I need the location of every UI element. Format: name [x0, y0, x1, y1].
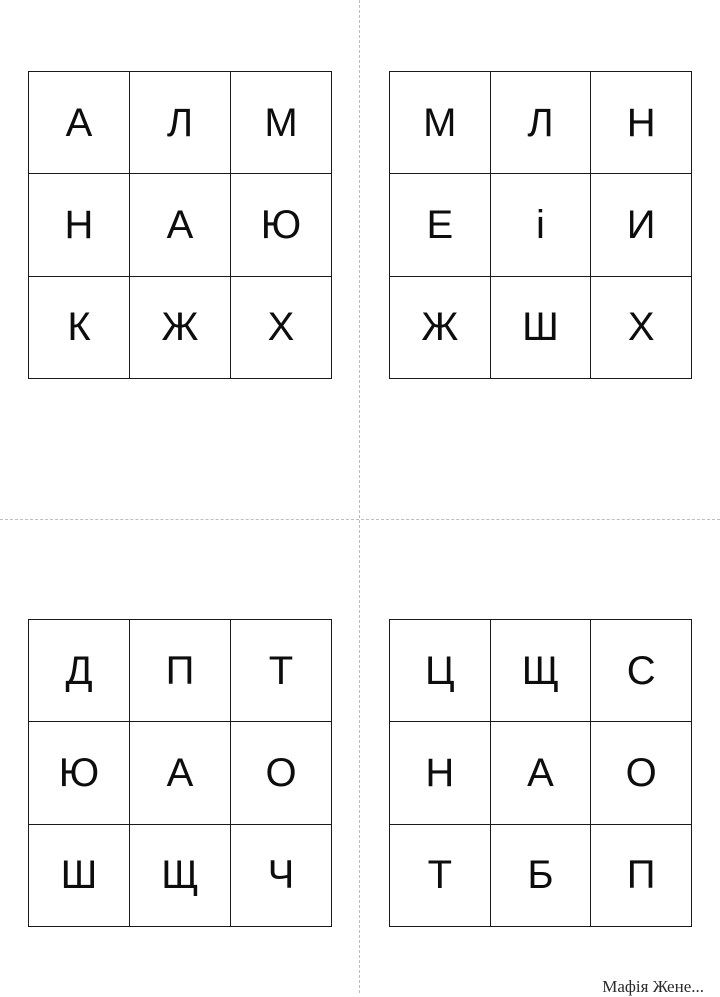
grid-cell: Ч	[231, 825, 332, 927]
grid-cell: Щ	[130, 825, 231, 927]
grid-cell: О	[591, 722, 692, 824]
grid-cell: П	[591, 825, 692, 927]
grid-cell: Л	[491, 72, 592, 174]
grid-cell: О	[231, 722, 332, 824]
grid-cell: Б	[491, 825, 592, 927]
cut-guide-vertical	[359, 0, 360, 993]
grid-cell: А	[130, 722, 231, 824]
grid-cell: Т	[390, 825, 491, 927]
letter-grid-card	[389, 71, 692, 379]
grid-cell: Ц	[390, 620, 491, 722]
grid-cell: Н	[29, 174, 130, 276]
grid-cell: Щ	[491, 620, 592, 722]
grid-cell: М	[390, 72, 491, 174]
letter-grid-card	[389, 619, 692, 927]
grid-cell: Д	[29, 620, 130, 722]
grid-cell: Н	[591, 72, 692, 174]
grid-cell: И	[591, 174, 692, 276]
grid-cell: Н	[390, 722, 491, 824]
grid-cell: Т	[231, 620, 332, 722]
letter-grid-card	[28, 619, 332, 927]
footer-note: Мафія Жене...	[602, 977, 704, 996]
grid-cell: Х	[231, 277, 332, 379]
grid-cell: Ж	[130, 277, 231, 379]
grid-cell: С	[591, 620, 692, 722]
grid-cell: Ю	[29, 722, 130, 824]
grid-cell: К	[29, 277, 130, 379]
grid-cell: Ш	[29, 825, 130, 927]
grid-cell: Ю	[231, 174, 332, 276]
grid-cell: М	[231, 72, 332, 174]
grid-cell: А	[130, 174, 231, 276]
grid-cell: і	[491, 174, 592, 276]
grid-cell: Ж	[390, 277, 491, 379]
letter-grid-card	[28, 71, 332, 379]
grid-cell: А	[29, 72, 130, 174]
grid-cell: Х	[591, 277, 692, 379]
grid-cell: П	[130, 620, 231, 722]
grid-cell: А	[491, 722, 592, 824]
grid-cell: Е	[390, 174, 491, 276]
grid-cell: Ш	[491, 277, 592, 379]
grid-cell: Л	[130, 72, 231, 174]
cut-guide-horizontal	[0, 519, 720, 520]
